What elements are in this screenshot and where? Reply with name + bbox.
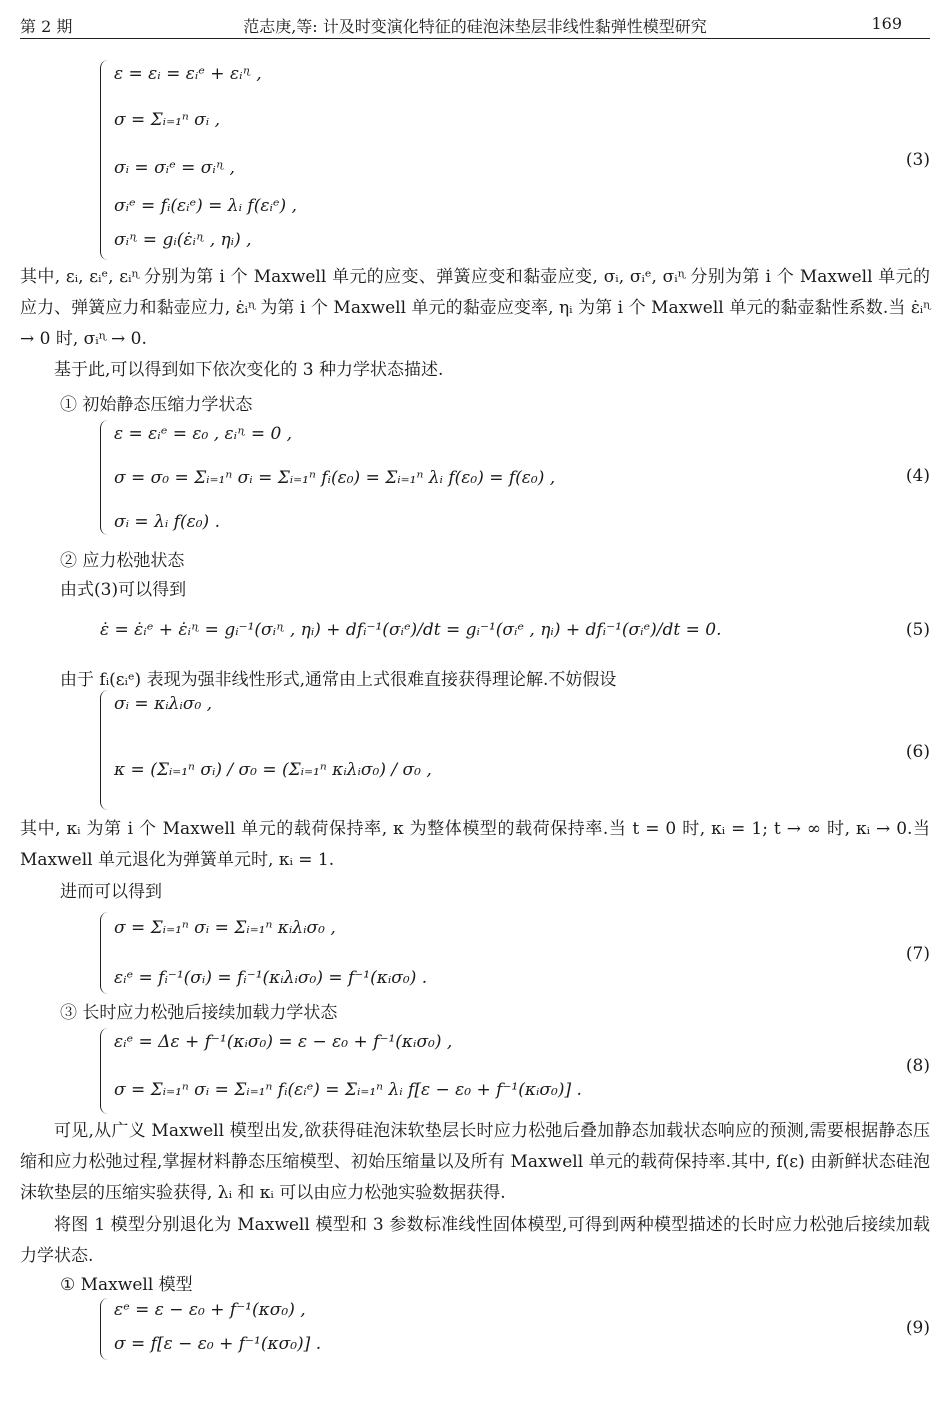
equation-line: σᵢᵉ = fᵢ(εᵢᵉ) = λᵢ f(εᵢᵉ) , bbox=[114, 196, 297, 216]
left-brace bbox=[100, 912, 111, 994]
paragraph-visible: 可见,从广义 Maxwell 模型出发,欲获得硅泡沫软垫层长时应力松弛后叠加静态加载状态响应的预测,需要根据静态压缩和应力松弛过程,掌握材料静态压缩模型、初始压缩量以及所有 Maxwell 单元的载荷保持率.其中, f(ε) 由新鲜状态硅泡沫软垫层的压缩实验获得, λᵢ 和 κᵢ 可以由应力松弛实验数据获得. bbox=[20, 1121, 930, 1203]
equation-7 bbox=[100, 912, 600, 994]
paragraph-where-6: 其中, κᵢ 为第 i 个 Maxwell 单元的载荷保持率, κ 为整体模型的载荷保持率.当 t = 0 时, κᵢ = 1; t → ∞ 时, κᵢ → 0.当 Maxwell 单元退化为弹簧单元时, κᵢ = 1. bbox=[20, 819, 930, 870]
left-brace bbox=[100, 1298, 111, 1360]
equation-line: ε = εᵢ = εᵢᵉ + εᵢᶯ , bbox=[114, 64, 262, 84]
state-heading-2: ② 应力松弛状态 bbox=[60, 551, 185, 571]
paragraph-assume: 由于 fᵢ(εᵢᵉ) 表现为强非线性形式,通常由上式很难直接获得理论解.不妨假设 bbox=[60, 670, 617, 690]
paragraph-degenerate: 将图 1 模型分别退化为 Maxwell 模型和 3 参数标准线性固体模型,可得到两种模型描述的长时应力松弛后接续加载力学状态. bbox=[20, 1215, 930, 1266]
paragraph-further: 进而可以得到 bbox=[60, 882, 162, 902]
equation-line: σ = f[ε − ε₀ + f⁻¹(κσ₀)] . bbox=[114, 1334, 322, 1354]
state-heading-3: ③ 长时应力松弛后接续加载力学状态 bbox=[60, 1003, 338, 1023]
page-number: 169 bbox=[871, 14, 902, 33]
equation-number: (6) bbox=[905, 742, 930, 762]
paragraph-basis: 基于此,可以得到如下依次变化的 3 种力学状态描述. bbox=[54, 360, 444, 380]
equation-line: σᵢ = σᵢᵉ = σᵢᶯ , bbox=[114, 158, 235, 178]
equation-4 bbox=[100, 420, 800, 535]
equation-line: σ = Σᵢ₌₁ⁿ σᵢ = Σᵢ₌₁ⁿ κᵢλᵢσ₀ , bbox=[114, 918, 336, 938]
equation-line: κ = (Σᵢ₌₁ⁿ σᵢ) / σ₀ = (Σᵢ₌₁ⁿ κᵢλᵢσ₀) / σ₀ , bbox=[114, 760, 432, 780]
equation-line: εᵢᵉ = fᵢ⁻¹(σᵢ) = fᵢ⁻¹(κᵢλᵢσ₀) = f⁻¹(κᵢσ₀) . bbox=[114, 968, 428, 988]
left-brace bbox=[100, 1028, 111, 1114]
equation-number: (4) bbox=[905, 466, 930, 486]
left-brace bbox=[100, 690, 111, 810]
issue-label: 第 2 期 bbox=[20, 17, 73, 36]
equation-number: (9) bbox=[905, 1318, 930, 1338]
equation-number: (8) bbox=[905, 1056, 930, 1076]
equation-3 bbox=[100, 60, 600, 260]
equation-8 bbox=[100, 1028, 750, 1114]
equation-number: (7) bbox=[905, 944, 930, 964]
equation-line: σ = Σᵢ₌₁ⁿ σᵢ , bbox=[114, 110, 221, 130]
left-brace bbox=[100, 420, 111, 535]
equation-5: ε̇ = ε̇ᵢᵉ + ε̇ᵢᶯ = gᵢ⁻¹(σᵢᶯ , ηᵢ) + dfᵢ⁻¹(σᵢᵉ)/dt = gᵢ⁻¹(σᵢᵉ , ηᵢ) + dfᵢ⁻¹(σᵢᵉ)/dt = 0. bbox=[100, 620, 722, 640]
equation-6 bbox=[100, 690, 600, 810]
equation-line: σᵢᶯ = gᵢ(ε̇ᵢᶯ , ηᵢ) , bbox=[114, 230, 252, 250]
equation-number: (5) bbox=[905, 620, 930, 640]
equation-line: ε = εᵢᵉ = ε₀ , εᵢᶯ = 0 , bbox=[114, 424, 293, 444]
equation-line: σ = σ₀ = Σᵢ₌₁ⁿ σᵢ = Σᵢ₌₁ⁿ fᵢ(ε₀) = Σᵢ₌₁ⁿ λᵢ f(ε₀) = f(ε₀) , bbox=[114, 468, 556, 488]
equation-line: εᵢᵉ = Δε + f⁻¹(κᵢσ₀) = ε − ε₀ + f⁻¹(κᵢσ₀) , bbox=[114, 1032, 453, 1052]
state-heading-1: ① 初始静态压缩力学状态 bbox=[60, 395, 253, 415]
equation-line: σᵢ = κᵢλᵢσ₀ , bbox=[114, 694, 213, 714]
equation-9 bbox=[100, 1298, 600, 1360]
running-title: 范志庚,等: 计及时变演化特征的硅泡沫垫层非线性黏弹性模型研究 bbox=[243, 17, 707, 36]
running-header bbox=[20, 10, 930, 39]
equation-line: σᵢ = λᵢ f(ε₀) . bbox=[114, 512, 220, 532]
equation-line: σ = Σᵢ₌₁ⁿ σᵢ = Σᵢ₌₁ⁿ fᵢ(εᵢᵉ) = Σᵢ₌₁ⁿ λᵢ f[ε − ε₀ + f⁻¹(κᵢσ₀)] . bbox=[114, 1080, 582, 1100]
model-heading-1: ① Maxwell 模型 bbox=[60, 1275, 193, 1295]
paragraph-where-3: 其中, εᵢ, εᵢᵉ, εᵢᶯ 分别为第 i 个 Maxwell 单元的应变、弹簧应变和黏壶应变, σᵢ, σᵢᵉ, σᵢᶯ 分别为第 i 个 Maxwell 单元的应力、弹簧应力和黏壶应力, ε̇ᵢᶯ 为第 i 个 Maxwell 单元的黏壶应变率, ηᵢ 为第 i 个 Maxwell 单元的黏壶黏性系数.当 ε̇ᵢᶯ → 0 时, σᵢᶯ → 0. bbox=[20, 267, 930, 349]
equation-number: (3) bbox=[905, 150, 930, 170]
left-brace bbox=[100, 60, 111, 260]
equation-line: εᵉ = ε − ε₀ + f⁻¹(κσ₀) , bbox=[114, 1300, 306, 1320]
paragraph-from-3: 由式(3)可以得到 bbox=[60, 580, 187, 600]
